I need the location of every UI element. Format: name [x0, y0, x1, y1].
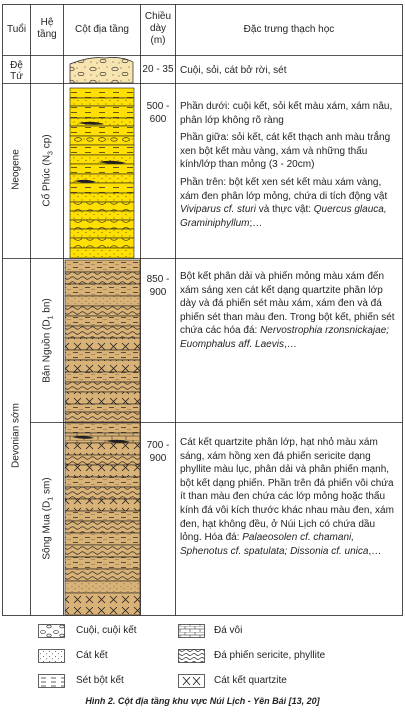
figure-caption: Hình 2. Cột địa tầng khu vực Núi Lịch - Yên Bái [13, 20] — [85, 696, 320, 706]
formation-song-mua-name: Sông Mua (D — [41, 500, 53, 560]
fossil-nervostrophia: Nervostrophia rzonsnickajae; Euomphalus aff. Laevis — [180, 325, 390, 350]
legend-label-limestone: Đá vôi — [214, 625, 243, 636]
desc-ban-nguon — [180, 270, 398, 352]
fossil-palaeosolen: Palaeosolen cf. chamani, Sphenotus cf. spatulata; Dissonia cf. unica — [180, 532, 369, 557]
desc-co-phuc-upper-text: Phần trên: bột kết xen sét kết màu xám vàng, xám đen phân lớp mỏng, chứa di tích động vật — [180, 176, 388, 202]
formation-co-phuc-sub: 3 — [47, 151, 55, 155]
desc-ban-nguon-end: ,… — [283, 338, 297, 350]
legend-swatches — [0, 620, 405, 692]
legend-label-sericite: Đá phiến sericite, phyllite — [214, 650, 326, 661]
age-devonian: Devonian sớm — [10, 403, 22, 468]
header-he-tang-line2: tầng — [37, 29, 57, 40]
legend-label-conglomerate: Cuội, cuội kết — [76, 625, 137, 636]
age-neogene: Neogene — [10, 149, 22, 190]
formation-ban-nguon-name: Bản Nguồn (D — [41, 319, 53, 383]
thickness-song-mua — [141, 439, 175, 465]
formation-co-phuc-name: Cổ Phúc (N — [41, 154, 53, 207]
age-de-tu: Đệ Tứ — [10, 60, 23, 82]
desc-co-phuc-upper-text2: và thực vật: — [255, 204, 314, 216]
legend-label-sandstone: Cát kết — [76, 650, 108, 661]
thickness-co-phuc — [141, 100, 175, 126]
legend-swatch-sandstone — [39, 650, 65, 663]
desc-song-mua-end: ,… — [368, 545, 382, 557]
desc-co-phuc-upper — [180, 176, 398, 230]
header-chieu-line2: dày — [149, 23, 167, 34]
formation-co-phuc — [42, 131, 55, 211]
legend-swatch-conglomerate — [39, 625, 65, 638]
thickness-ban-nguon — [141, 273, 175, 299]
formation-song-mua — [42, 474, 55, 564]
desc-ban-nguon-text: Bột kết phân dải và phiến mỏng màu xám đến xám sáng xen cát kết dạng quartzite phân lớp dày và đá phiến sét màu xám, xám đen và đá phiến sét than màu đen. Trong bột kết, phiến sét chứa các hóa đá: — [180, 271, 395, 337]
formation-ban-nguon-sub: 1 — [47, 315, 55, 320]
header-chieu-line1: Chiều — [144, 11, 172, 22]
legend-label-siltstone: Sét bột kết — [76, 675, 124, 686]
legend-swatch-siltstone — [39, 675, 65, 688]
legend-swatch-limestone — [179, 625, 205, 638]
thickness-ban-nguon-1: 850 - — [146, 274, 170, 285]
desc-co-phuc-upper-end: ;… — [249, 217, 263, 229]
header-dac-trung: Đặc trưng thạch học — [243, 24, 335, 35]
legend-label-quartzite: Cát kết quartzite — [214, 675, 287, 686]
legend-swatch-sericite — [179, 650, 205, 663]
fossil-viviparus: Viviparus cf. sturi — [180, 204, 256, 216]
thickness-song-mua-2: 900 — [149, 453, 167, 464]
formation-song-mua-sub: 1 — [47, 496, 55, 501]
fossil-quercus: Quercus glauca, Graminiphyllum — [180, 204, 387, 229]
thickness-ban-nguon-2: 900 — [149, 287, 167, 298]
legend-swatch-quartzite — [179, 675, 205, 688]
desc-song-mua-text: Cát kết quartzite phân lớp, hạt nhỏ màu xám sáng, xám hồng xen đá phiến sericite dạng phyllite màu lục, phân dải và phân phiến mạnh, bột kết dạng phiến. Phần trên đá phiến vôi chứa ít than màu đen chứa các lớp mỏng hoặc thấu kính đá vôi kích thước khác nhau màu đen, xám đen, hạt không đều, ở Núi Lịch có chứa dầu lỏng. Hóa đá: — [180, 437, 394, 544]
header-cot-dia-tang: Cột địa tầng — [75, 24, 129, 35]
formation-song-mua-tail: sm) — [41, 477, 53, 497]
header-he-tang-line1: Hệ — [40, 17, 54, 28]
desc-song-mua — [180, 436, 398, 558]
thickness-co-phuc-2: 600 — [149, 114, 167, 125]
header-chieu-line3: (m) — [150, 35, 166, 46]
thickness-de-tu: 20 - 35 — [142, 64, 174, 75]
thickness-song-mua-1: 700 - — [146, 440, 170, 451]
desc-co-phuc-lower: Phần dưới: cuội kết, sỏi kết màu xám, xám nâu, phân lớp không rõ ràng — [180, 101, 393, 126]
thickness-co-phuc-1: 500 - — [146, 101, 170, 112]
desc-co-phuc — [180, 100, 398, 230]
desc-co-phuc-middle: Phần giữa: sỏi kết, cát kết thạch anh màu trắng xen bột kết màu vàng, xám và những thấu kính/lớp than mỏng (3 - 20cm) — [180, 132, 391, 171]
header-tuoi: Tuổi — [6, 24, 27, 35]
formation-co-phuc-tail: cp) — [41, 134, 53, 152]
desc-de-tu: Cuội, sỏi, cát bở rời, sét — [180, 65, 287, 76]
formation-ban-nguon — [42, 296, 55, 386]
formation-ban-nguon-tail: bn) — [41, 298, 53, 316]
